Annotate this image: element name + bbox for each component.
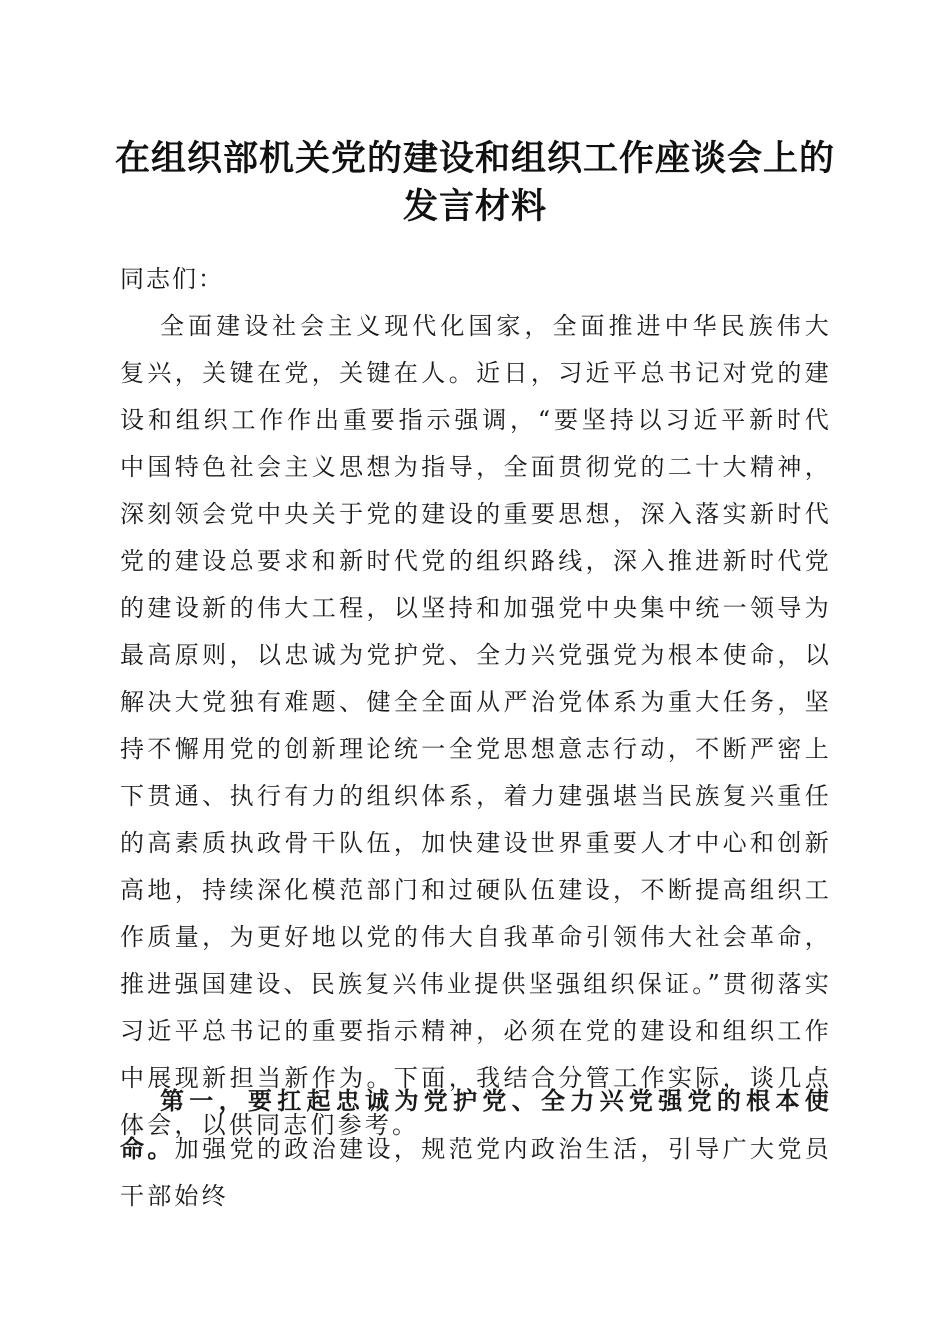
paragraph-2-rest: 加强党的政治建设，规范党内政治生活，引导广大党员干部始终 bbox=[120, 1135, 832, 1210]
salutation: 同志们： bbox=[120, 265, 224, 293]
paragraph-1: 全面建设社会主义现代化国家，全面推进中华民族伟大复兴，关键在党，关键在人。近日，习近平总书记对党的建设和组织工作作出重要指示强调，“要坚持以习近平新时代中国特色社会主义思想为指导，全面贯彻党的二十大精神，深刻领会党中央关于党的建设的重要思想，深入落实新时代党的建设总要求和新时代党的组织路线，深入推进新时代党的建设新的伟大工程，以坚持和加强党中央集中统一领导为最高原则，以忠诚为党护党、全力兴党强党为根本使命，以解决大党独有难题、健全全面从严治党体系为重大任务，坚持不懈用党的创新理论统一全党思想意志行动，不断严密上下贯通、执行有力的组织体系，着力建强堪当民族复兴重任的高素质执政骨干队伍，加快建设世界重要人才中心和创新高地，持续深化模范部门和过硬队伍建设，不断提高组织工作质量，为更好地以党的伟大自我革命引领伟大社会革命，推进强国建设、民族复兴伟业提供坚强组织保证。”贯彻落实习近平总书记的重要指示精神，必须在党的建设和组织工作中展现新担当新作为。下面，我结合分管工作实际，谈几点体会，以供同志们参考。 bbox=[120, 312, 832, 1139]
paragraph-2-lead: 第一，要扛起忠诚为党护党、全力兴党强党的根本使命。 bbox=[120, 1086, 832, 1163]
document-title bbox=[100, 135, 850, 231]
title-line-2: 发言材料 bbox=[402, 186, 547, 227]
title-line-1: 在组织部机关党的建设和组织工作座谈会上的 bbox=[114, 138, 835, 179]
paragraph-2 bbox=[120, 1077, 832, 1220]
